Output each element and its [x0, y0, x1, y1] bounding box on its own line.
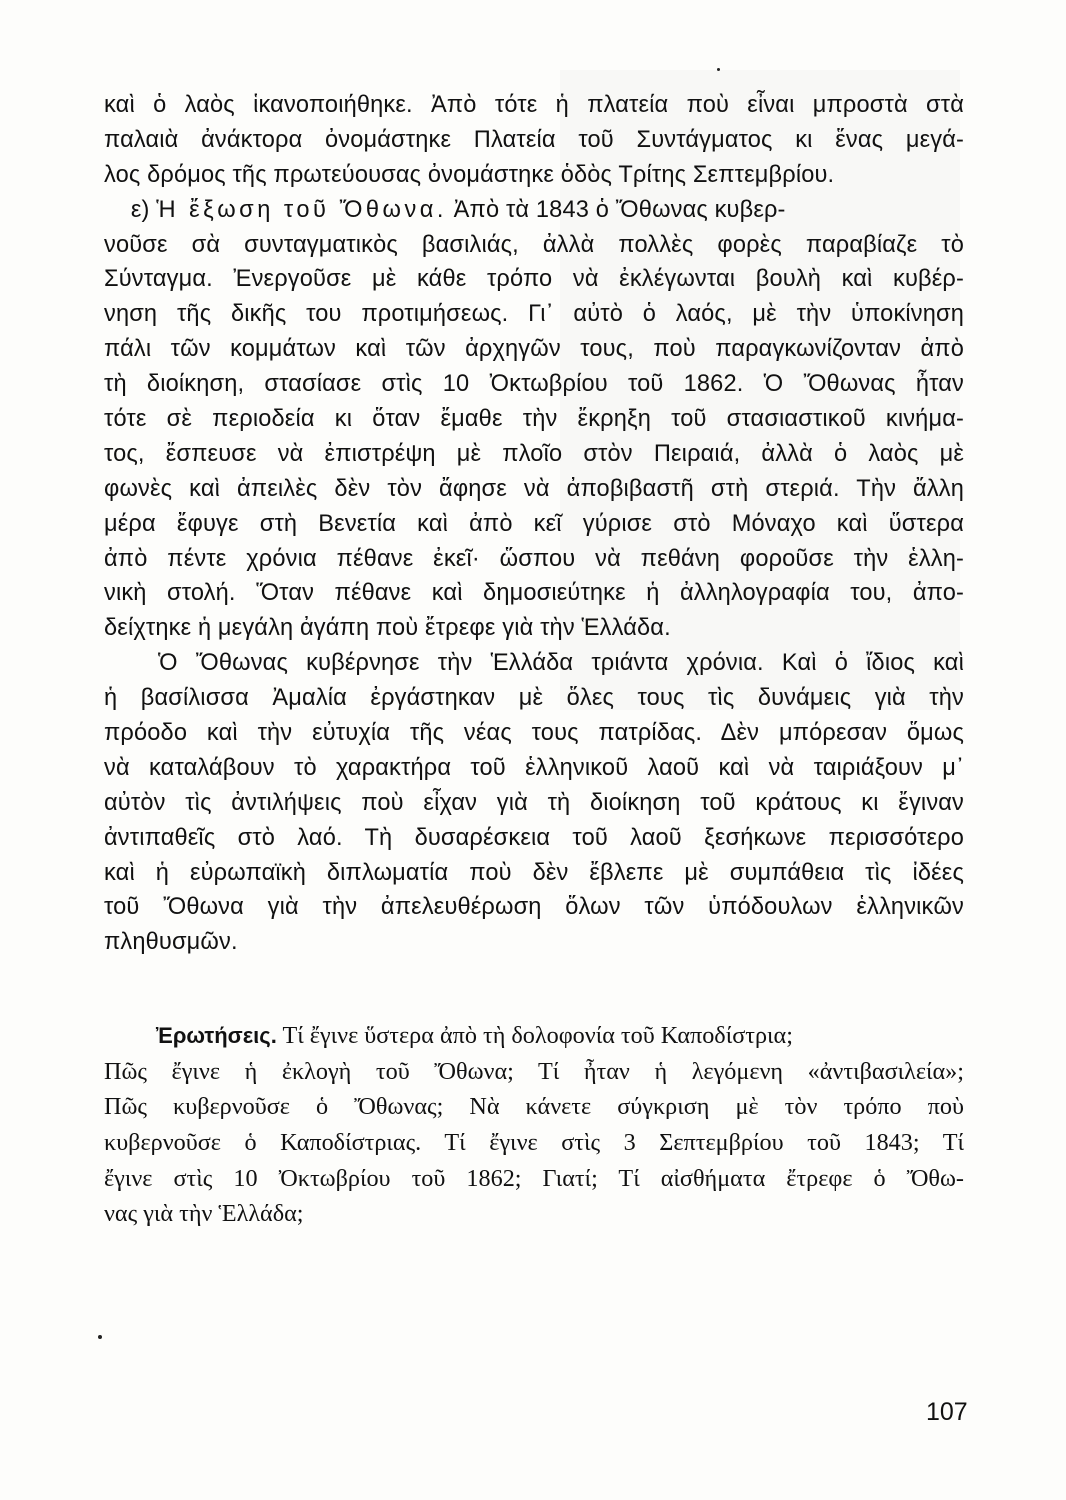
- text-line: μέρα ἔφυγε στὴ Βενετία καὶ ἀπὸ κεῖ γύρισε στὸ Μόναχο καὶ ὕστερα: [104, 510, 964, 537]
- question-line: κυβερνοῦσε ὁ Καποδίστριας. Τί ἔγινε στὶς 3 Σεπτεμβρίου τοῦ 1843; Τί: [104, 1129, 964, 1157]
- stray-mark: [98, 1335, 102, 1339]
- text-line: αὐτὸν τὶς ἀντιλήψεις ποὺ εἶχαν γιὰ τὴ διοίκηση τοῦ κράτους κι ἔγιναν: [104, 789, 964, 816]
- text-line: καὶ ἡ εὐρωπαϊκὴ διπλωματία ποὺ δὲν ἔβλεπε μὲ συμπάθεια τὶς ἰδέες: [104, 859, 964, 886]
- text-line: τοῦ Ὄθωνα γιὰ τὴν ἀπελευθέρωση ὅλων τῶν ὑπόδουλων ἑλληνικῶν: [104, 894, 964, 921]
- text-line: δείχτηκε ἡ μεγάλη ἀγάπη ποὺ ἔτρεφε γιὰ τὴν Ἑλλάδα.: [104, 615, 671, 642]
- text-line: φωνὲς καὶ ἀπειλὲς δὲν τὸν ἄφησε νὰ ἀποβιβαστῆ στὴ στεριά. Τὴν ἄλλη: [104, 475, 964, 502]
- text-line: παλαιὰ ἀνάκτορα ὀνομάστηκε Πλατεία τοῦ Συντάγματος κι ἕνας μεγά-: [104, 126, 964, 153]
- text-line: τος, ἔσπευσε νὰ ἐπιστρέψη μὲ πλοῖο στὸν Πειραιά, ἀλλὰ ὁ λαὸς μὲ: [104, 440, 964, 467]
- text-line: νὰ καταλάβουν τὸ χαρακτήρα τοῦ ἑλληνικοῦ λαοῦ καὶ νὰ ταιριάξουν μ᾽: [104, 754, 964, 781]
- section-e-heading-line: [104, 193, 964, 228]
- text-line: νοῦσε σὰ συνταγματικὸς βασιλιάς, ἀλλὰ πολλὲς φορὲς παραβίαζε τὸ: [104, 231, 964, 258]
- question-line: Πῶς κυβερνοῦσε ὁ Ὄθωνας; Νὰ κάνετε σύγκριση μὲ τὸν τρόπο ποὺ: [104, 1093, 964, 1121]
- questions-first-line: [104, 1018, 964, 1054]
- questions-heading: Ἐρωτήσεις.: [156, 1023, 277, 1048]
- text-line: ἡ βασίλισσα Ἀμαλία ἐργάστηκαν μὲ ὅλες τους τὶς δυνάμεις γιὰ τὴν: [104, 685, 964, 712]
- text-line: Σύνταγμα. Ἐνεργοῦσε μὲ κάθε τρόπο νὰ ἐκλέγωνται βουλὴ καὶ κυβέρ-: [104, 266, 964, 293]
- stray-mark: [717, 68, 720, 71]
- page-number: 107: [926, 1398, 968, 1426]
- text-line: ἀπὸ πέντε χρόνια πέθανε ἐκεῖ· ὥσπου νὰ πεθάνη φοροῦσε τὴν ἑλλη-: [104, 545, 964, 572]
- question-line: νας γιὰ τὴν Ἑλλάδα;: [104, 1200, 304, 1228]
- question-text: Τί ἔγινε ὕστερα ἀπὸ τὴ δολοφονία τοῦ Καποδίστρια;: [282, 1022, 793, 1049]
- text-line: πληθυσμῶν.: [104, 929, 238, 956]
- text-line: νικὴ στολή. Ὅταν πέθανε καὶ δημοσιεύτηκε ἡ ἀλληλογραφία του, ἀπο-: [104, 580, 964, 607]
- text-line: καὶ ὁ λαὸς ἱκανοποιήθηκε. Ἀπὸ τότε ἡ πλατεία ποὺ εἶναι μπροστὰ στὰ: [104, 92, 964, 118]
- text-line: πάλι τῶν κομμάτων καὶ τῶν ἀρχηγῶν τους, ποὺ παραγκωνίζονταν ἀπὸ: [104, 336, 964, 363]
- text-line: τὴ διοίκηση, στασίασε στὶς 10 Ὀκτωβρίου τοῦ 1862. Ὁ Ὄθωνας ἦταν: [104, 371, 964, 398]
- paragraph-start-line: Ὁ Ὄθωνας κυβέρνησε τὴν Ἑλλάδα τριάντα χρόνια. Καὶ ὁ ἴδιος καὶ: [158, 650, 964, 677]
- text-line: ἀντιπαθεῖς στὸ λαό. Τὴ δυσαρέσκεια τοῦ λαοῦ ξεσήκωνε περισσότερο: [104, 824, 964, 851]
- question-line: Πῶς ἔγινε ἡ ἐκλογὴ τοῦ Ὄθωνα; Τί ἦταν ἡ λεγόμενη «ἀντιβασιλεία»;: [104, 1057, 964, 1085]
- text-line: λος δρόμος τῆς πρωτεύουσας ὀνομάστηκε ὁδὸς Τρίτης Σεπτεμβρίου.: [104, 161, 835, 188]
- section-title: Ἡ ἔξωση τοῦ Ὄθωνα.: [156, 196, 447, 223]
- section-text: Ἀπὸ τὰ 1843 ὁ Ὄθωνας κυβερ-: [453, 196, 786, 223]
- main-text: [104, 88, 964, 960]
- text-line: νηση τῆς δικῆς του προτιμήσεως. Γι᾽ αὐτὸ ὁ λαός, μὲ τὴν ὑποκίνηση: [104, 301, 964, 328]
- text-line: πρόοδο καὶ τὴν εὐτυχία τῆς νέας τους πατρίδας. Δὲν μπόρεσαν ὅμως: [104, 720, 964, 747]
- questions-section: [104, 1018, 964, 1232]
- question-line: ἔγινε στὶς 10 Ὀκτωβρίου τοῦ 1862; Γιατί; Τί αἰσθήματα ἔτρεφε ὁ Ὄθω-: [104, 1164, 964, 1192]
- text-line: τότε σὲ περιοδεία κι ὅταν ἔμαθε τὴν ἔκρηξη τοῦ στασιαστικοῦ κινήμα-: [104, 406, 964, 433]
- section-label: ε): [130, 196, 150, 223]
